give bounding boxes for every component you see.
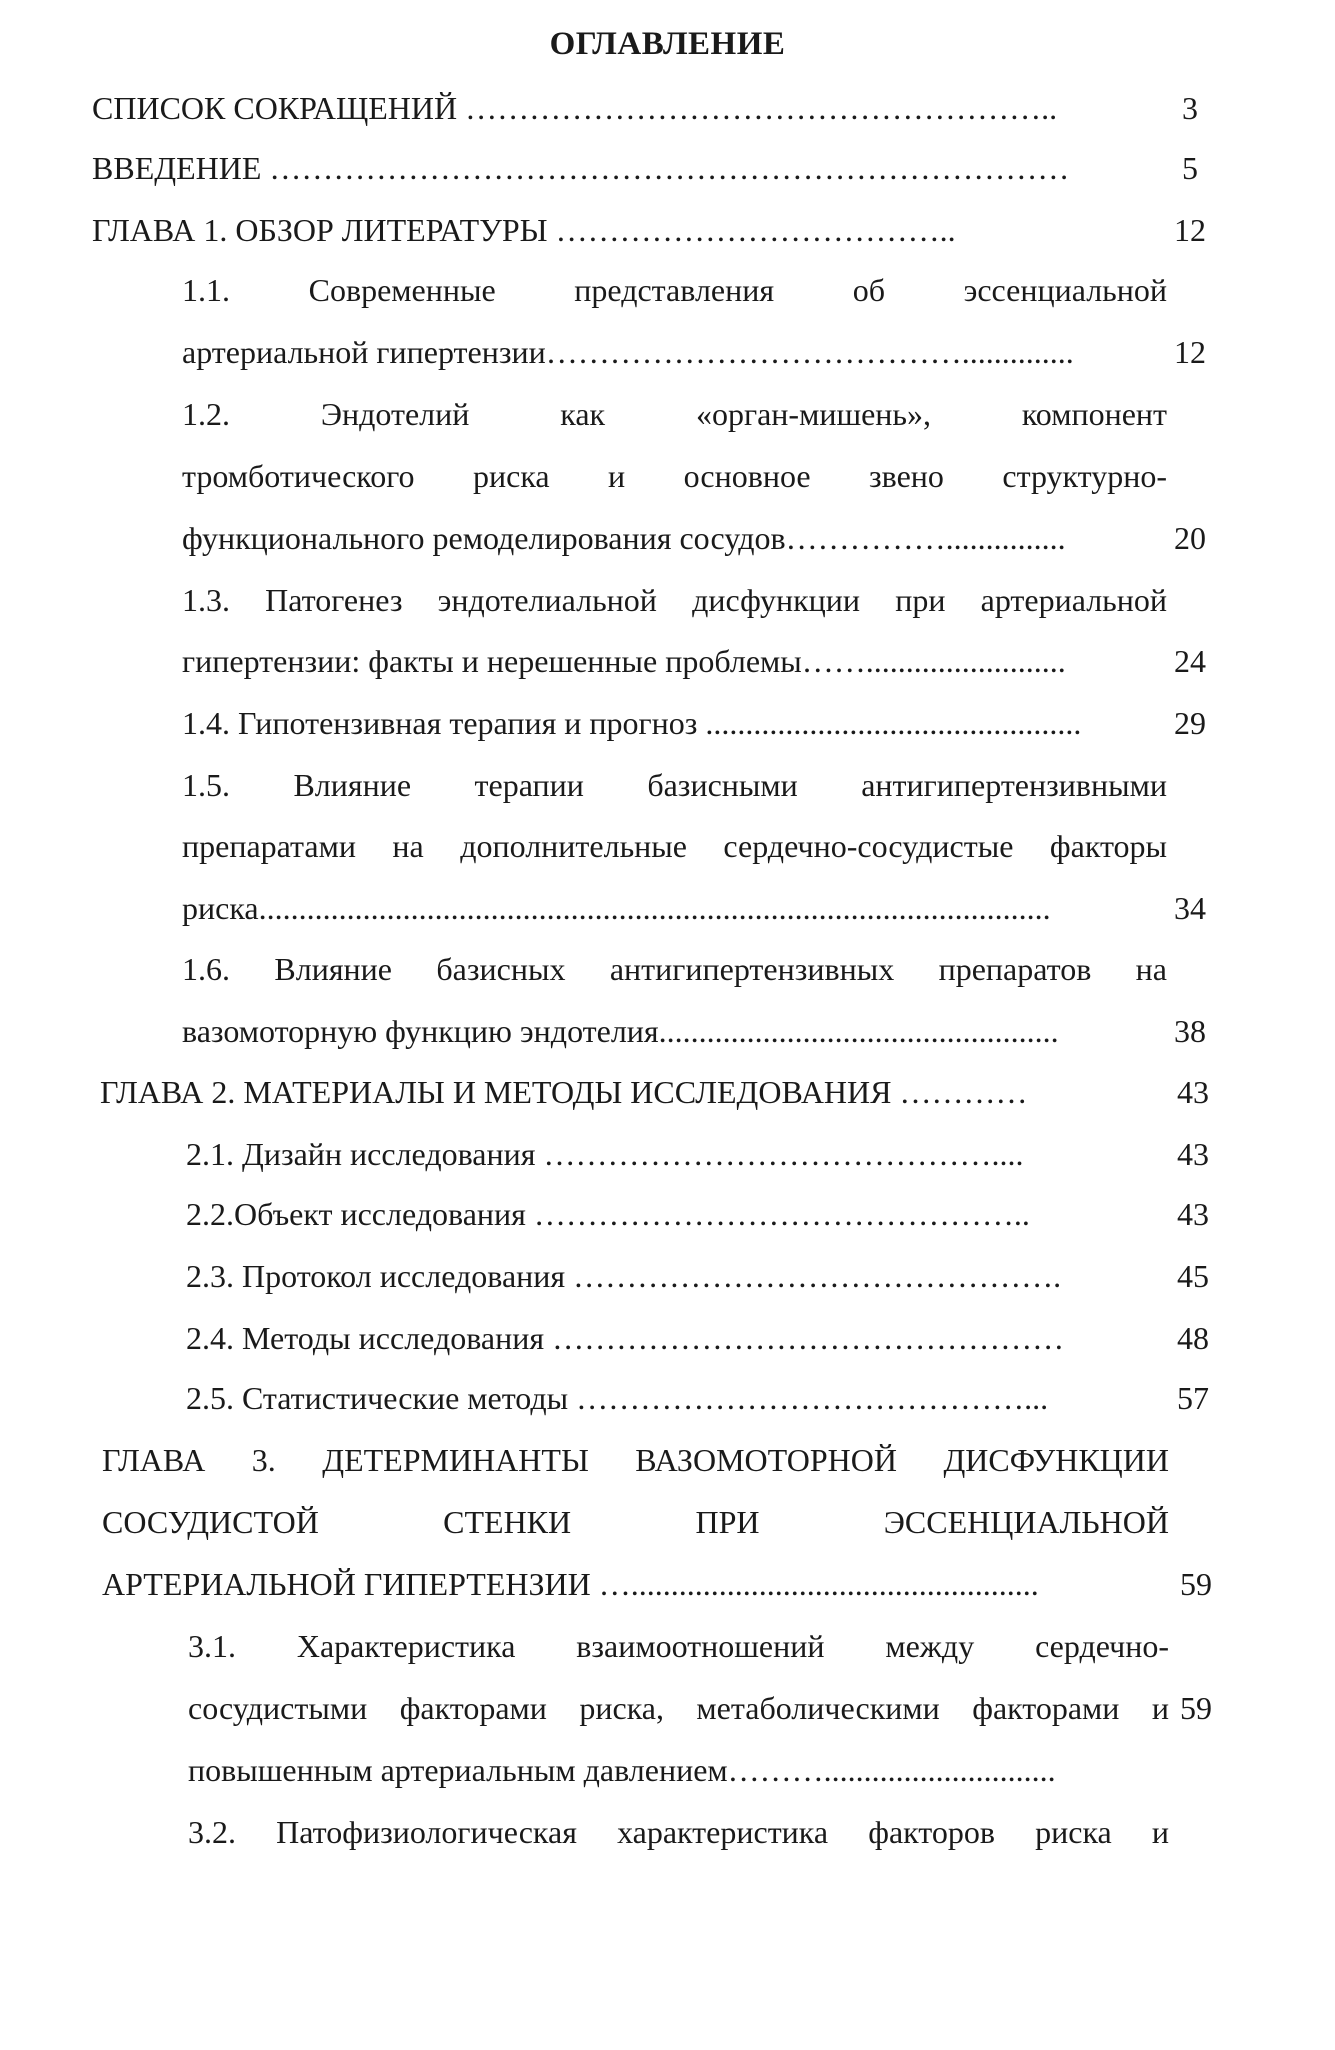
toc-page-number: 48: [1177, 1320, 1209, 1356]
toc-page-number: 24: [1174, 643, 1206, 679]
toc-entry-line: 2.3. Протокол исследования ……………………………………….: [186, 1258, 1062, 1294]
toc-entry-line: СПИСОК СОКРАЩЕНИЙ ………………………………………………..: [92, 90, 1058, 126]
toc-entry-line: ГЛАВА 2. МАТЕРИАЛЫ И МЕТОДЫ ИССЛЕДОВАНИЯ …………: [100, 1074, 1028, 1110]
toc-entry-line: 1.4. Гипотензивная терапия и прогноз ...............................................: [182, 705, 1082, 741]
toc-entry-line: 3.1. Характеристика взаимоотношений между сердечно-: [188, 1628, 1169, 1664]
toc-entry-line: 1.2. Эндотелий как «орган-мишень», компонент: [182, 396, 1167, 432]
toc-page-number: 5: [1182, 150, 1198, 186]
toc-entry-line: ГЛАВА 3. ДЕТЕРМИНАНТЫ ВАЗОМОТОРНОЙ ДИСФУНКЦИИ: [102, 1442, 1169, 1478]
toc-entry-line: гипертензии: факты и нерешенные проблемы…….........................: [182, 643, 1066, 679]
toc-entry-line: ГЛАВА 1. ОБЗОР ЛИТЕРАТУРЫ ………………………………..: [92, 212, 956, 248]
toc-entry-line: СОСУДИСТОЙ СТЕНКИ ПРИ ЭССЕНЦИАЛЬНОЙ: [102, 1504, 1169, 1540]
toc-entry-line: 2.1. Дизайн исследования ……………………………………....: [186, 1136, 1024, 1172]
toc-entry-line: артериальной гипертензии…………………………………..............: [182, 334, 1074, 370]
toc-page-number: 38: [1174, 1013, 1206, 1049]
toc-page-number: 29: [1174, 705, 1206, 741]
toc-page-number: 43: [1177, 1196, 1209, 1232]
toc-page-number: 43: [1177, 1136, 1209, 1172]
toc-page-number: 57: [1177, 1380, 1209, 1416]
toc-entry-line: АРТЕРИАЛЬНОЙ ГИПЕРТЕНЗИИ …...................................................: [102, 1566, 1039, 1602]
toc-page-number: 12: [1174, 212, 1206, 248]
toc-page-number: 34: [1174, 890, 1206, 926]
toc-entry-line: 2.2.Объект исследования ………………………………………..: [186, 1196, 1030, 1232]
toc-entry-line: тромботического риска и основное звено структурно-: [182, 458, 1167, 494]
toc-entry-line: риска...................................................................................................: [182, 890, 1051, 926]
toc-page-number: 59: [1180, 1690, 1212, 1726]
toc-entry-line: вазомоторную функцию эндотелия..................................................: [182, 1013, 1059, 1049]
toc-entry-line: 3.2. Патофизиологическая характеристика факторов риска и: [188, 1814, 1169, 1850]
toc-page-number: 59: [1180, 1566, 1212, 1602]
toc-entry-line: 2.4. Методы исследования …………………………………………: [186, 1320, 1065, 1356]
toc-page-number: 43: [1177, 1074, 1209, 1110]
toc-entry-line: 1.6. Влияние базисных антигипертензивных препаратов на: [182, 951, 1167, 987]
toc-heading: ОГЛАВЛЕНИЕ: [549, 26, 786, 62]
toc-entry-line: 1.3. Патогенез эндотелиальной дисфункции при артериальной: [182, 582, 1167, 618]
toc-entry-line: 2.5. Статистические методы ……………………………………...: [186, 1380, 1049, 1416]
toc-entry-line: препаратами на дополнительные сердечно-сосудистые факторы: [182, 828, 1167, 864]
toc-page-number: 45: [1177, 1258, 1209, 1294]
toc-page-number: 20: [1174, 520, 1206, 556]
toc-entry-line: повышенным артериальным давлением……….............................: [188, 1752, 1056, 1788]
toc-entry-line: 1.1. Современные представления об эссенциальной: [182, 272, 1167, 308]
toc-entry-line: ВВЕДЕНИЕ …………………………………………………………………: [92, 150, 1070, 186]
toc-page-number: 3: [1182, 90, 1198, 126]
toc-page-number: 12: [1174, 334, 1206, 370]
toc-entry-line: сосудистыми факторами риска, метаболическими факторами и: [188, 1690, 1169, 1726]
toc-entry-line: функционального ремоделирования сосудов……………...............: [182, 520, 1066, 556]
toc-entry-line: 1.5. Влияние терапии базисными антигипертензивными: [182, 767, 1167, 803]
